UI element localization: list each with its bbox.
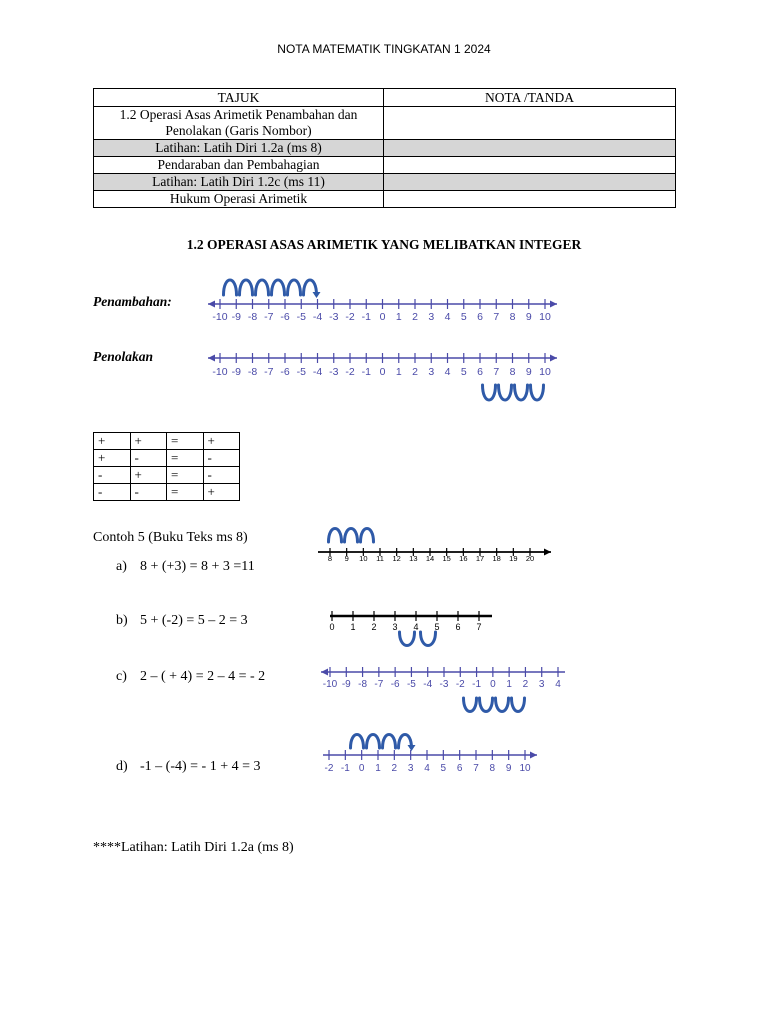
tick-label: -10 [322,679,338,690]
tick-label: 2 [391,763,398,774]
sign-cell: + [203,484,240,501]
sign-cell: - [94,484,131,501]
tick-label: 7 [473,763,479,774]
topics-table-row [94,157,676,174]
hop-arc [288,280,301,295]
tick-label: -1 [340,763,350,774]
tick-label: 2 [412,311,418,323]
tick-label: -9 [341,679,351,690]
sign-cell: - [94,467,131,484]
example-d-number-line [320,730,545,782]
tick-label: 5 [434,622,440,632]
hop-arc [256,280,269,295]
sign-cell: = [167,484,204,501]
tick-label: -2 [324,763,334,774]
topics-table-row [94,174,676,191]
example-c-letter: c) [116,669,127,684]
section-title: 1.2 OPERASI ASAS ARIMETIK YANG MELIBATKAN INTEGER [186,237,582,252]
hop-arc [531,385,544,400]
arrowhead-right-icon [550,301,557,308]
tick-label: 2 [522,679,529,690]
tick-label: 4 [444,366,451,378]
arrowhead-left-icon [321,669,328,676]
table-row [94,484,240,501]
tick-label: 7 [476,622,482,632]
sign-cell: + [94,433,131,450]
topic-title: Pendaraban dan Pembahagian [94,157,384,174]
tick-label: 8 [509,311,516,323]
topic-note [384,107,676,140]
topic-title: Latihan: Latih Diri 1.2c (ms 11) [94,174,384,191]
tick-label: 10 [359,554,368,563]
tick-label: 0 [379,311,386,323]
hop-arc [483,385,496,400]
example-a-letter: a) [116,559,127,574]
tick-label: 11 [376,554,384,563]
tick-label: 8 [509,366,516,378]
tick-label: -3 [329,366,339,378]
tick-label: 10 [519,763,531,774]
exercise-note: ****Latihan: Latih Diri 1.2a (ms 8) [93,840,294,855]
topics-table-row [94,107,676,140]
tick-label: -9 [231,311,241,323]
tick-label: 4 [413,622,419,632]
tick-label: -9 [231,366,241,378]
hop-arc [515,385,528,400]
tick-label: -5 [296,366,306,378]
hop-arc [383,735,396,749]
example-heading: Contoh 5 (Buku Teks ms 8) [93,530,248,545]
tick-label: 17 [475,554,485,563]
tick-label: 0 [329,622,335,632]
sign-cell: + [130,467,167,484]
tick-label: 10 [539,366,551,378]
sign-cell: - [130,484,167,501]
example-b-expression: 5 + (-2) = 5 – 2 = 3 [140,613,248,628]
example-d-letter: d) [116,759,128,774]
sign-cell: - [130,450,167,467]
tick-label: 1 [395,366,402,378]
tick-label: 2 [412,366,418,378]
tick-label: 3 [538,679,545,690]
sign-cell: - [203,467,240,484]
topic-title: 1.2 Operasi Asas Arimetik Penambahan dan Penolakan (Garis Nombor) [94,107,384,140]
sign-cell: - [203,450,240,467]
tick-label: 12 [392,554,401,563]
tick-label: 9 [344,554,349,563]
tick-label: 18 [492,554,501,563]
example-c-expression: 2 – ( + 4) = 2 – 4 = - 2 [140,669,266,684]
tick-label: 6 [477,366,483,378]
tick-label: 1 [350,622,356,632]
tick-label: 19 [509,554,518,563]
example-b-number-line [325,606,500,654]
tick-label: 15 [442,554,451,563]
hop-arc [329,529,342,543]
hop-arc [421,632,436,646]
arrowhead-right-icon [544,549,551,556]
tick-label: 14 [425,554,435,563]
hop-arc [496,698,509,712]
notes-column-header: NOTA /TANDA [384,89,676,107]
tick-label: 3 [407,763,414,774]
tick-label: 4 [424,763,430,774]
tick-label: 5 [460,366,467,378]
sign-cell: + [203,433,240,450]
tick-label: 5 [440,763,447,774]
sign-cell: = [167,467,204,484]
tick-label: -5 [296,311,306,323]
hop-arc [367,735,380,749]
topic-title: Hukum Operasi Arimetik [94,191,384,208]
tick-label: 4 [555,679,561,690]
tick-label: -4 [312,366,323,378]
tick-label: 3 [392,622,398,632]
tick-label: 8 [327,554,333,563]
tick-label: -6 [280,366,290,378]
tick-label: -2 [345,366,355,378]
tick-label: 10 [539,311,551,323]
subtraction-label: Penolakan [93,349,154,364]
tick-label: -6 [390,679,400,690]
tick-label: 4 [444,311,451,323]
tick-label: 1 [506,679,512,690]
topics-table-row [94,140,676,157]
tick-label: 0 [490,679,496,690]
tick-label: -8 [247,366,258,378]
example-a-number-line [315,522,560,570]
tick-label: 1 [395,311,402,323]
tick-label: 7 [493,311,500,323]
tick-label: 3 [428,311,435,323]
sign-cell: + [94,450,131,467]
tick-label: -7 [374,679,384,690]
example-b-letter: b) [116,613,128,628]
tick-label: -2 [455,679,465,690]
tick-label: 1 [375,763,381,774]
tick-label: 5 [460,311,467,323]
tick-label: 8 [489,763,496,774]
hop-arc [240,280,253,295]
hop-arc [512,698,525,712]
arrowhead-left-icon [208,355,215,362]
hop-arc [224,280,237,295]
tick-label: -7 [264,366,274,378]
topic-note [384,191,676,208]
tick-label: -3 [439,679,449,690]
topic-note [384,174,676,191]
tick-label: 9 [505,763,512,774]
tick-label: -7 [264,311,274,323]
tick-label: 6 [456,763,463,774]
tick-label: -1 [472,679,482,690]
tick-label: 0 [358,763,365,774]
tick-label: 0 [379,366,386,378]
hop-arc [351,735,364,749]
tick-label: -10 [212,366,228,378]
tick-label: -4 [423,679,433,690]
tick-label: 9 [525,366,532,378]
tick-label: 2 [371,622,377,632]
table-row [94,467,240,484]
tick-label: 7 [493,366,500,378]
sign-cell: = [167,433,204,450]
topic-note [384,157,676,174]
topics-column-header: TAJUK [94,89,384,107]
topics-table-row [94,191,676,208]
arrowhead-right-icon [530,752,537,759]
tick-label: -1 [361,366,371,378]
table-row [94,450,240,467]
tick-label: 6 [455,622,461,632]
tick-label: 20 [525,554,535,563]
hop-arc [400,632,415,646]
sign-rules-table [93,432,240,501]
arrowhead-right-icon [550,355,557,362]
hop-arc [345,529,358,543]
tick-label: -8 [247,311,258,323]
topic-title: Latihan: Latih Diri 1.2a (ms 8) [94,140,384,157]
hop-arc [361,529,374,543]
sign-cell: = [167,450,204,467]
example-d-expression: -1 – (-4) = - 1 + 4 = 3 [140,759,261,774]
example-a-expression: 8 + (+3) = 8 + 3 =11 [140,559,255,574]
hop-arc [464,698,477,712]
tick-label: -8 [358,679,368,690]
hop-arrowhead-icon [313,292,321,298]
example-c-number-line [318,662,573,718]
tick-label: 13 [409,554,418,563]
tick-label: -1 [361,311,371,323]
tick-label: 9 [525,311,532,323]
tick-label: -2 [345,311,355,323]
hop-arc [480,698,493,712]
sign-cell: + [130,433,167,450]
subtraction-number-line [205,348,565,403]
tick-label: -10 [212,311,228,323]
tick-label: -5 [406,679,416,690]
hop-arc [272,280,285,295]
tick-label: -4 [312,311,323,323]
addition-number-line [205,275,565,330]
hop-arrowhead-icon [408,745,416,751]
page-header: NOTA MATEMATIK TINGKATAN 1 2024 [277,42,491,56]
hop-arc [499,385,512,400]
topics-table [93,88,676,208]
tick-label: -6 [280,311,290,323]
tick-label: 6 [477,311,483,323]
topic-note [384,140,676,157]
addition-label: Penambahan: [93,294,172,309]
arrowhead-left-icon [208,301,215,308]
tick-label: 16 [459,554,468,563]
tick-label: -3 [329,311,339,323]
table-row [94,433,240,450]
topics-table-header-row [94,89,676,107]
tick-label: 3 [428,366,435,378]
